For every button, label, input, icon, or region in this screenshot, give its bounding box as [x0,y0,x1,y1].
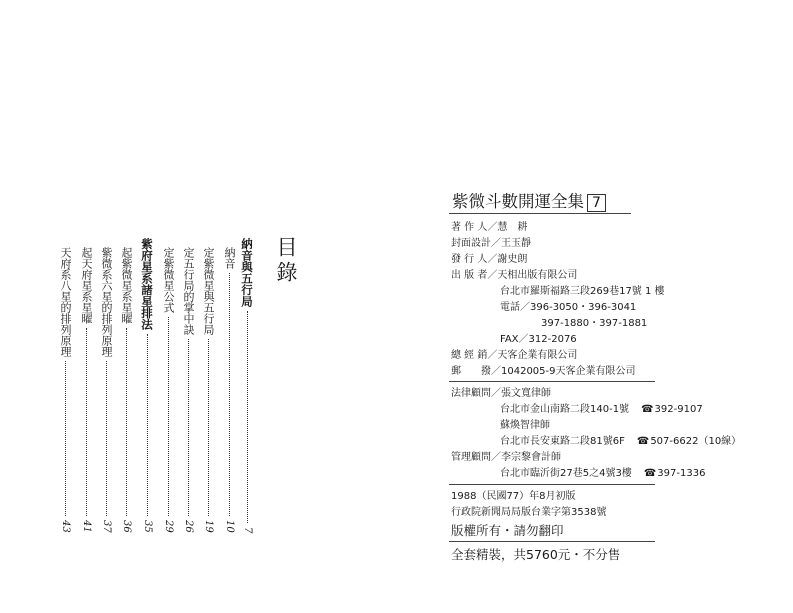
toc-entry-page: 37 [101,520,112,533]
mgmt-counsel-line: 管理顧問／李宗黎會計師 [451,452,561,463]
publisher-person-line: 發 行 人／謝史朗 [451,254,528,265]
section-rule [449,381,655,382]
title-rule [449,213,631,214]
toc-entry [140,238,154,533]
toc-entry-page: 29 [163,520,174,533]
legal-address-2 [500,436,741,448]
legal-tel-1 [641,404,703,415]
telephone-icon: ☎ [636,436,650,447]
toc-leader [65,361,66,516]
toc-entry [99,238,113,533]
publisher-address: 台北市羅斯福路三段269巷17號 1 樓 [500,286,665,297]
toc-entry [181,238,195,533]
toc-leader [147,334,148,516]
toc-leader [86,328,87,516]
legal-tel-2 [637,436,741,447]
section-rule [449,541,655,542]
toc-entry [240,238,254,533]
toc-entry-page: 43 [60,520,71,533]
series-title [452,188,606,212]
toc-entry [161,238,175,533]
edition-line: 1988（民國77）年8月初版 [451,491,576,502]
toc-leader [126,328,127,516]
toc-leader [208,339,209,516]
toc-entry-text: 定五行局的掌中訣 [182,247,195,335]
rights-notice: 版權所有・請勿翻印 [451,523,564,538]
publisher-line: 出 版 者／天相出版有限公司 [451,270,578,281]
mgmt-address [500,468,705,480]
toc-entry-page: 19 [203,520,214,533]
toc-entry-page: 7 [242,526,253,533]
price-line: 全套精裝，共5760元・不分售 [451,547,621,562]
telephone-icon: ☎ [643,468,657,479]
toc-entry-text: 起紫微星系星曜 [120,247,133,324]
toc-leader [168,317,169,516]
series-title-text: 紫微斗數開運全集 [452,192,584,211]
toc-entry [201,238,215,533]
publisher-phone-2: 397-1880・397-1881 [541,318,648,329]
mgmt-tel [644,468,706,479]
toc-entry [58,238,72,533]
toc-entry-page: 35 [142,520,153,533]
legal-counsel-2: 蘇煥智律師 [500,420,550,431]
toc-entry-page: 36 [121,520,132,533]
legal-tel-2-number: 507-6622（10線） [650,436,742,447]
toc-entry-text: 定紫微星公式 [162,247,175,313]
telephone-icon: ☎ [641,404,654,415]
distributor-line: 總 經 銷／天客企業有限公司 [451,350,578,361]
toc-leader [188,339,189,516]
legal-address-1-text: 台北市金山南路二段140-1號 [500,404,630,415]
volume-number: 7 [587,194,606,212]
toc-entry-text: 納音與五行局 [240,238,254,307]
toc-entry-text: 定紫微星與五行局 [202,247,215,335]
toc-leader [229,273,230,516]
legal-address-2-text: 台北市長安東路二段81號6F [500,436,625,447]
legal-counsel-line: 法律顧問／張文寬律師 [451,388,551,399]
toc-entry-text: 天府系八星的排列原理 [59,247,72,357]
mgmt-tel-number: 397-1336 [657,468,706,479]
publisher-fax: FAX／312-2076 [500,334,577,345]
postal-line: 郵 撥／1042005-9天客企業有限公司 [451,366,636,377]
toc-entry-page: 26 [183,520,194,533]
toc-entry [222,238,236,533]
toc-entry-text: 納音 [223,247,236,269]
section-rule [449,484,655,485]
legal-address-1 [500,404,703,416]
toc-entry-text: 紫微系六星的排列原理 [100,247,113,357]
toc-entry-text: 起天府星系星曜 [80,247,93,324]
toc-entry [119,238,133,533]
legal-tel-1-number: 392-9107 [654,404,703,415]
toc-entry-text: 紫府星系諸星排法 [140,238,154,330]
toc-title: 目錄 [274,236,298,286]
mgmt-address-text: 台北市臨沂街27巷5之4號3樓 [500,468,632,479]
license-line: 行政院新聞局局版台業字第3538號 [451,507,607,518]
toc-leader [247,311,248,523]
toc-leader [106,361,107,516]
toc-entry [79,238,93,533]
toc-entry-page: 41 [81,520,92,533]
toc-entry-page: 10 [224,520,235,533]
cover-design-line: 封面設計／王玉靜 [451,238,531,249]
author-line: 著 作 人／慧 耕 [451,222,528,233]
publisher-phone-1: 電話／396-3050・396-3041 [500,302,637,313]
